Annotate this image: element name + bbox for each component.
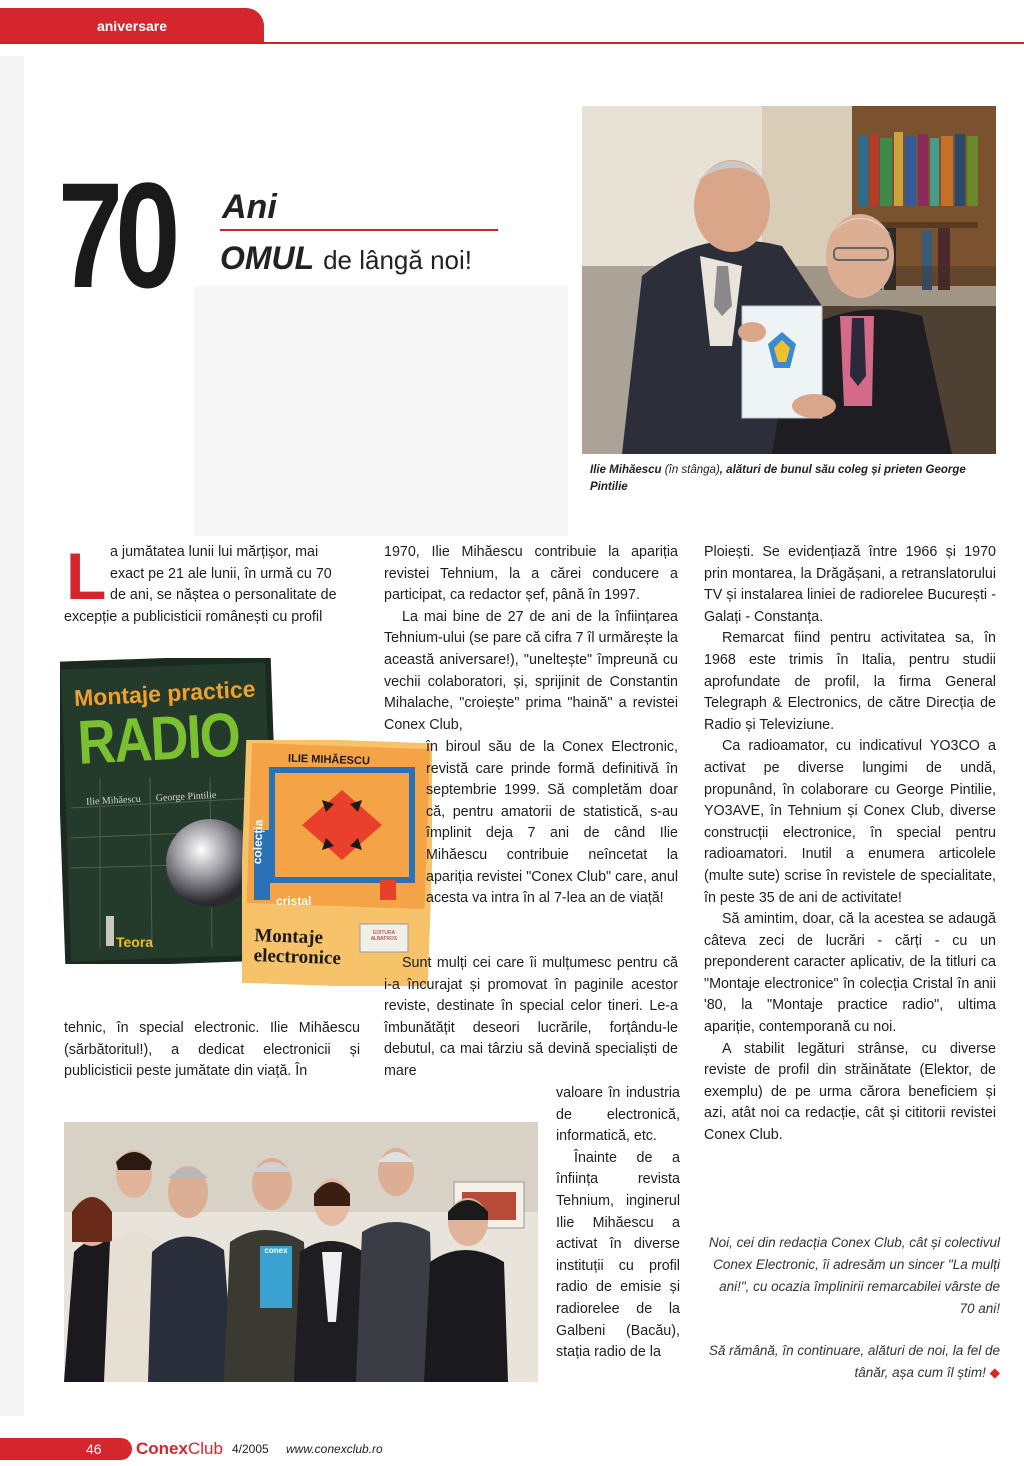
portrait-photo-illustration (582, 106, 996, 454)
col1-line-1: a jumătatea lunii lui mărțișor, mai (110, 544, 319, 560)
book-cover-montaje (242, 740, 432, 986)
caption-name: Ilie Mihăescu (590, 464, 662, 476)
col2-paragraph-3b: valoare în industria de electronică, informatică, etc. (556, 1085, 680, 1145)
caption-rest: , alături de bunul său coleg și prieten George Pintilie (590, 464, 966, 493)
col1-line-4: excepție a publicisticii românești cu profil (64, 609, 323, 625)
col2-paragraph-4: Înainte de a înființa revista Tehnium, inginerul Ilie Mihăescu a activat în diverse instituții cu profil radio de emisie și radiorelee de la Galbeni (Bacău), stația radio de la (556, 1149, 680, 1361)
col1-line-3: de ani, se năștea o personalitate de (110, 587, 337, 604)
group-photo-illustration (64, 1122, 538, 1382)
col2-paragraph-2b: în biroul său de la Conex Electronic, revistă care prinde formă definitivă în septembrie 1999. Să completăm doar că, pentru amatorii de statistică, s-au împlinit deja 7 ani de când Ilie Mihăescu contribuie neîncetat la apariția revistei "Conex Club" care, anul acesta va intra în al 7-lea an de viață! (426, 739, 678, 907)
portrait-photo (582, 106, 996, 454)
book2-series-word2: cristal (276, 894, 312, 908)
caption-note: (în stânga) (664, 464, 720, 476)
footer-issue: 4/2005 (232, 1442, 269, 1456)
title-ani: Ani (222, 188, 277, 226)
title-background-block (194, 286, 568, 536)
column1-intro-lines-a (110, 542, 358, 607)
book2-author: ILIE MIHĂESCU (287, 752, 371, 768)
col3-paragraph-2: Remarcat fiind pentru activitatea sa, în 1968 este trimis în Italia, pentru studii aprofundate de profil, la firma General Telegraph & Electronics, de către Direcția de Radio și Televiziune. (704, 630, 996, 733)
column3 (704, 542, 996, 1147)
title-rule (220, 229, 498, 231)
col3-paragraph-3: Ca radioamator, cu indicativul YO3CO a activat pe diverse lungimi de undă, propunând, în colaborare cu George Pintilie, YO3AVE, în Tehnium și Conex Club, diverse construcții electronice, în special pentru radioamatori. Inutil a enumera articolele (multe sute) scrise în revistele de specialitate, în peste 35 de ani de activitate! (704, 738, 996, 906)
column1-bottom: tehnic, în special electronic. Ilie Mihăescu (sărbătoritul!), a dedicat electronicii și publicisticii peste jumătate din viață. În (64, 1020, 360, 1080)
drop-cap: L (66, 539, 107, 613)
column2-narrow (556, 1083, 680, 1364)
footer-tab (0, 1438, 132, 1460)
header-rule (0, 42, 1024, 44)
book2-title: Montaje electronice (253, 925, 342, 970)
page-number: 46 (86, 1441, 102, 1457)
book1-title-big: RADIO (76, 700, 241, 778)
closing-wish: Noi, cei din redacția Conex Club, cât și colectivul Conex Electronic, îi adresăm un sincer "La mulți ani!", cu ocazia împlinirii remarcabilei vârste de 70 ani! (708, 1235, 1000, 1316)
title-number: 70 (58, 151, 173, 319)
brand-club: Club (187, 1439, 223, 1458)
col3-paragraph-4: Să amintim, doar, că la acestea se adaugă câteva zeci de lucrări - cărți - cu un preponderent caracter aplicativ, de la titluri ca "Montaje electronice" în colecția Cristal în anii '80, la "Montaje practice radio", ultima apariție, contemporană cu noi. (704, 911, 996, 1036)
brand-c: C (136, 1439, 149, 1458)
col2-paragraph-2: La mai bine de 27 de ani de la înființarea Tehnium-ului (se pare că cifra 7 îl urmărește la această aniversare!), "uneltește" împreună cu vechii colaboratori, și, sprijinit de Constantin Mihalache, "croiește" prima "haină" a revistei Conex Club, (384, 608, 679, 733)
photo-caption (590, 462, 990, 496)
book1-publisher: Teora (116, 934, 154, 950)
footer-url: www.conexclub.ro (286, 1442, 383, 1456)
closing-final (704, 1340, 1000, 1384)
magazine-cover-label: conex (264, 1246, 288, 1255)
book1-authors: Ilie Mihăescu George Pintilie (85, 789, 217, 808)
section-tab (0, 8, 264, 44)
closing-final-text: Să rămână, în continuare, alături de noi, la fel de tânăr, așa cum îl știm! (708, 1343, 1000, 1380)
col2-paragraph-3a: Sunt mulți cei care îi mulțumesc pentru că i-a încurajat și promovat în paginile acestor reviste, destinate în special celor tineri. Le-a îmbunătățit deseori lucrările, forțându-le debutul, ca mai târziu să devină specialiști de mare (384, 955, 678, 1079)
col3-paragraph-1: Ploiești. Se evidențiază între 1966 și 1970 prin montarea, la Drăgășani, a retranslatorului TV și instalarea liniei de radiorelee București - Galați - Constanța. (704, 544, 996, 625)
brand-onex: onex (148, 1439, 188, 1458)
title-rest: de lângă noi! (323, 245, 472, 275)
title-omul: OMUL (220, 240, 315, 276)
book2-series-word1: colecția (250, 819, 266, 865)
column2-top (384, 542, 678, 736)
section-label: aniversare (96, 18, 168, 34)
column2-middle (384, 953, 678, 1083)
col2-paragraph-1: 1970, Ilie Mihăescu contribuie la apariția revistei Tehnium, la a cărei conducere a participat, ca redactor șef, până în 1997. (384, 544, 678, 604)
col3-paragraph-5: A stabilit legături strânse, cu diverse reviste de profil din străinătate (Elektor, de exemplu) de pe urma cărora beneficiem și azi, atât noi ca redacție, cât și cititorii revistei Conex Club. (704, 1040, 996, 1144)
left-margin-shade (0, 56, 24, 1416)
footer-brand (136, 1438, 223, 1460)
group-photo (64, 1122, 538, 1382)
col1-line-2: exact pe 21 ale lunii, în urmă cu 70 (110, 565, 332, 582)
book1-title-top: Montaje practice (73, 675, 257, 712)
end-mark-icon: ◆ (989, 1365, 1000, 1380)
title-subtitle (220, 240, 472, 277)
book2-badge: EDITURA ALBATROS (370, 930, 398, 942)
